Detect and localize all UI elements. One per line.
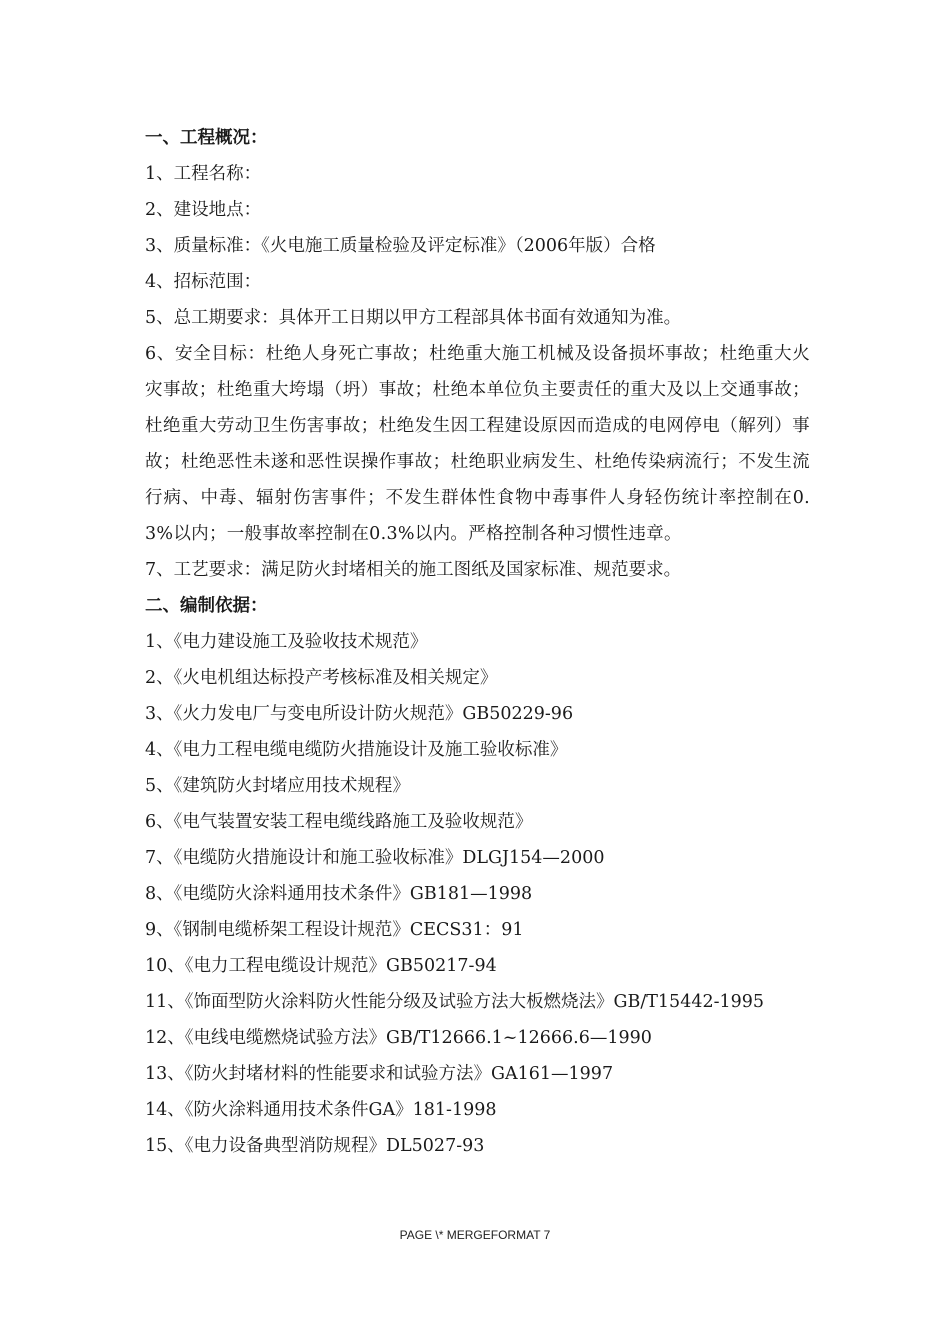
basis-item-12: 12、《电线电缆燃烧试验方法》GB/T12666.1~12666.6—1990 xyxy=(145,1028,652,1048)
basis-item-4: 4、《电力工程电缆电缆防火措施设计及施工验收标准》 xyxy=(145,740,568,760)
basis-item-1: 1、《电力建设施工及验收技术规范》 xyxy=(145,632,428,652)
basis-item-10: 10、《电力工程电缆设计规范》GB50217-94 xyxy=(145,956,497,976)
document-body xyxy=(145,120,810,1164)
basis-item-5: 5、《建筑防火封堵应用技术规程》 xyxy=(145,776,410,796)
basis-item-3: 3、《火力发电厂与变电所设计防火规范》GB50229-96 xyxy=(145,704,574,724)
basis-item-6: 6、《电气装置安装工程电缆线路施工及验收规范》 xyxy=(145,812,533,832)
basis-item-14: 14、《防火涂料通用技术条件GA》181-1998 xyxy=(145,1100,497,1120)
overview-item-5: 5、总工期要求：具体开工日期以甲方工程部具体书面有效通知为准。 xyxy=(145,308,682,328)
overview-item-2: 2、建设地点： xyxy=(145,200,262,220)
basis-item-9: 9、《钢制电缆桥架工程设计规范》CECS31：91 xyxy=(145,920,524,940)
overview-item-1: 1、工程名称： xyxy=(145,164,262,184)
basis-item-11: 11、《饰面型防火涂料防火性能分级及试验方法大板燃烧法》GB/T15442-1995 xyxy=(145,992,765,1012)
basis-item-15: 15、《电力设备典型消防规程》DL5027-93 xyxy=(145,1136,485,1156)
page-footer: PAGE \* MERGEFORMAT 7 xyxy=(399,1228,551,1242)
overview-item-6-safety-goals: 6、安全目标：杜绝人身死亡事故；杜绝重大施工机械及设备损坏事故；杜绝重大火灾事故；杜绝重大垮塌（坍）事故；杜绝本单位负主要责任的重大及以上交通事故；杜绝重大劳动卫生伤害事故；杜绝发生因工程建设原因而造成的电网停电（解列）事故；杜绝恶性未遂和恶性误操作事故；杜绝职业病发生、杜绝传染病流行；不发生流行病、中毒、辐射伤害事件；不发生群体性食物中毒事件人身轻伤统计率控制在0.3%以内；一般事故率控制在0.3%以内。严格控制各种习惯性违章。 xyxy=(145,344,810,544)
overview-item-3: 3、质量标准：《火电施工质量检验及评定标准》（2006年版）合格 xyxy=(145,236,656,256)
basis-item-13: 13、《防火封堵材料的性能要求和试验方法》GA161—1997 xyxy=(145,1064,614,1084)
basis-item-7: 7、《电缆防火措施设计和施工验收标准》DLGJ154—2000 xyxy=(145,848,605,868)
section-heading-basis: 二、编制依据： xyxy=(145,596,268,616)
basis-item-2: 2、《火电机组达标投产考核标准及相关规定》 xyxy=(145,668,498,688)
basis-item-8: 8、《电缆防火涂料通用技术条件》GB181—1998 xyxy=(145,884,533,904)
overview-item-4: 4、招标范围： xyxy=(145,272,262,292)
section-heading-overview: 一、工程概况： xyxy=(145,128,268,148)
overview-item-7: 7、工艺要求：满足防火封堵相关的施工图纸及国家标准、规范要求。 xyxy=(145,560,682,580)
